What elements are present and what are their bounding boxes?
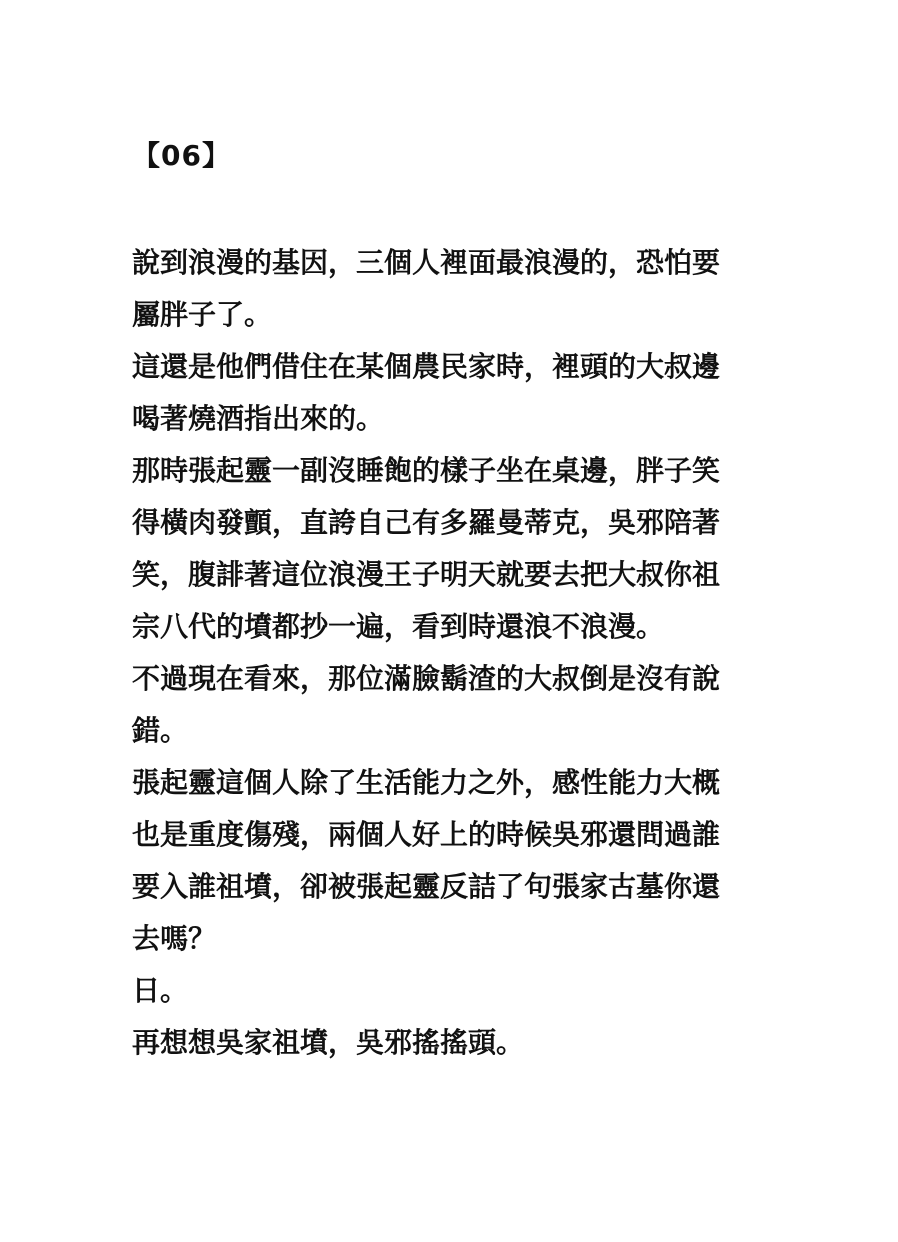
text-line: 那時張起靈一副沒睡飽的樣子坐在桌邊，胖子笑	[132, 454, 721, 487]
text-line: 得橫肉發顫，直誇自己有多羅曼蒂克，吳邪陪著	[132, 506, 721, 539]
text-line: 錯。	[132, 714, 189, 747]
text-line: 喝著燒酒指出來的。	[132, 402, 385, 435]
text-line: 要入誰祖墳，卻被張起靈反詰了句張家古墓你還	[132, 870, 721, 903]
text-line: 宗八代的墳都抄一遍，看到時還浪不浪漫。	[132, 610, 665, 643]
text-line: 日。	[132, 974, 189, 1007]
chapter-heading: 【06】	[132, 139, 231, 172]
text-line: 屬胖子了。	[132, 298, 273, 331]
body-text	[132, 237, 772, 1069]
text-line: 笑，腹誹著這位浪漫王子明天就要去把大叔你祖	[132, 558, 721, 591]
text-line: 再想想吳家祖墳，吳邪搖搖頭。	[132, 1026, 525, 1059]
text-line: 這還是他們借住在某個農民家時，裡頭的大叔邊	[132, 350, 721, 383]
text-line: 也是重度傷殘，兩個人好上的時候吳邪還問過誰	[132, 818, 721, 851]
text-line: 不過現在看來，那位滿臉鬍渣的大叔倒是沒有說	[132, 662, 721, 695]
text-line: 說到浪漫的基因，三個人裡面最浪漫的，恐怕要	[132, 246, 721, 279]
text-line: 去嗎？	[132, 922, 217, 955]
text-line: 張起靈這個人除了生活能力之外，感性能力大概	[132, 766, 721, 799]
